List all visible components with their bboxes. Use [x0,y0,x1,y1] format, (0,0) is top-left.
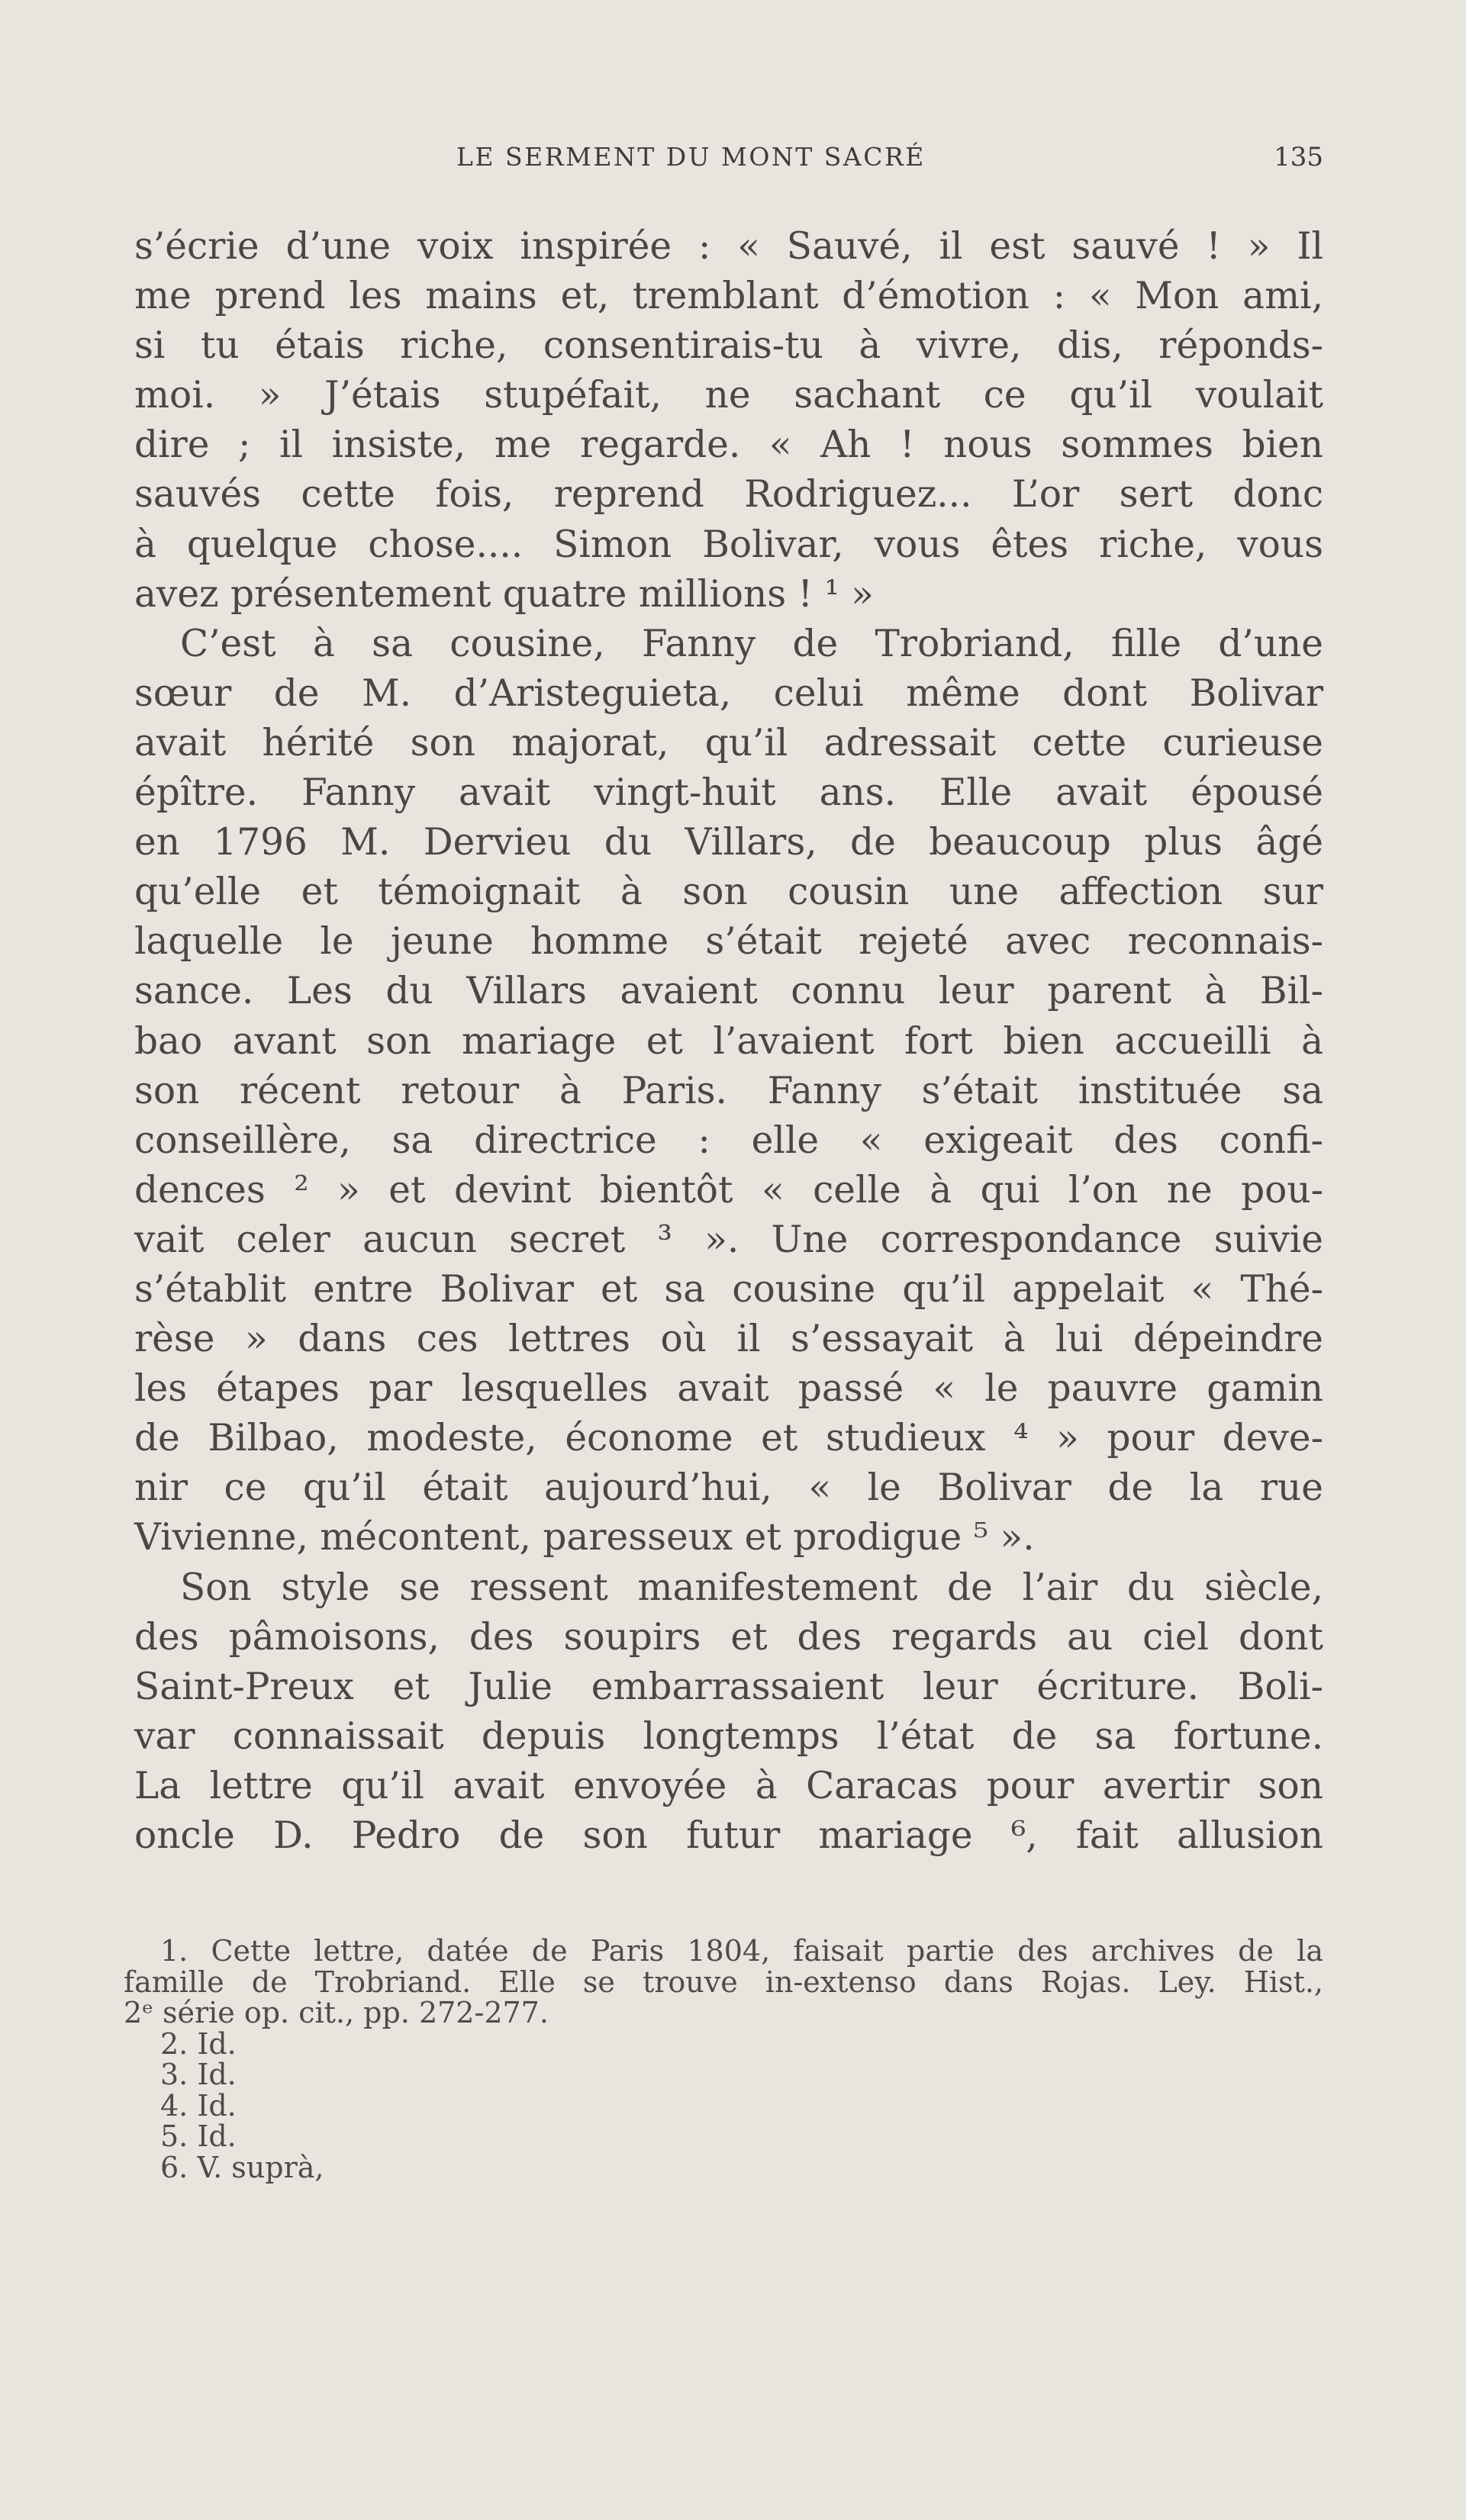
text-line: dences ² » et devint bientôt « celle à qui l’on ne pou- [134,1168,1323,1212]
page-number: 135 [1274,142,1323,172]
footnote-line: 2ᵉ série op. cit., pp. 272-277. [124,1996,549,2029]
text-line: si tu étais riche, consentirais-tu à vivre, dis, réponds- [134,324,1323,368]
text-line: s’établit entre Bolivar et sa cousine qu’il appelait « Thé- [134,1267,1323,1311]
page-header [456,142,1323,182]
text-line: me prend les mains et, tremblant d’émotion : « Mon ami, [134,275,1323,318]
text-line: dire ; il insiste, me regarde. « Ah ! nous sommes bien [134,423,1323,467]
text-line: Saint-Preux et Julie embarrassaient leur écriture. Boli- [134,1665,1323,1708]
text-line: avez présentement quatre millions ! ¹ » [134,572,874,616]
text-line: laquelle le jeune homme s’était rejeté avec reconnais- [134,920,1323,964]
text-line: sauvés cette fois, reprend Rodriguez... L’or sert donc [134,473,1323,517]
text-line: C’est à sa cousine, Fanny de Trobriand, fille d’une [180,622,1323,665]
main-text [134,222,1323,1861]
text-line: rèse » dans ces lettres où il s’essayait à lui dépeindre [134,1318,1323,1361]
footnote-line: 3. Id. [160,2058,237,2091]
text-line: son récent retour à Paris. Fanny s’était instituée sa [134,1069,1323,1112]
footnote-line: 4. Id. [160,2088,237,2123]
text-line: La lettre qu’il avait envoyée à Caracas pour avertir son [134,1764,1323,1807]
text-line: sance. Les du Villars avaient connu leur parent à Bil- [134,970,1323,1013]
text-line: Son style se ressent manifestement de l’air du siècle, [180,1566,1323,1609]
footnote-line: 5. Id. [160,2119,237,2153]
text-line: s’écrie d’une voix inspirée : « Sauvé, il est sauvé ! » Il [134,225,1323,268]
text-line: de Bilbao, modeste, économe et studieux ⁴ » pour deve- [134,1417,1323,1460]
text-line: oncle D. Pedro de son futur mariage ⁶, fait allusion [134,1814,1323,1857]
footnote-line: famille de Trobriand. Elle se trouve in-extenso dans Rojas. Ley. Hist., [124,1965,1323,1999]
footnote-line: 2. Id. [160,2026,237,2061]
text-line: vait celer aucun secret ³ ». Une correspondance suivie [134,1218,1323,1261]
text-line: épître. Fanny avait vingt-huit ans. Elle avait épousé [134,771,1323,815]
text-line: à quelque chose.... Simon Bolivar, vous êtes riche, vous [134,523,1323,566]
text-line: Vivienne, mécontent, paresseux et prodigue ⁵ ». [134,1516,1035,1559]
text-line: sœur de M. d’Aristeguieta, celui même dont Bolivar [134,671,1323,715]
text-line: les étapes par lesquelles avait passé « le pauvre gamin [134,1367,1323,1411]
footnote-line: 6. V. suprà, [160,2150,324,2184]
footnotes [124,1936,1323,2183]
text-line: nir ce qu’il était aujourd’hui, « le Bolivar de la rue [134,1466,1323,1510]
text-line: en 1796 M. Dervieu du Villars, de beaucoup plus âgé [134,821,1323,864]
text-line: bao avant son mariage et l’avaient fort bien accueilli à [134,1019,1323,1063]
running-title: LE SERMENT DU MONT SACRÉ [456,142,926,172]
text-line: avait hérité son majorat, qu’il adressait cette curieuse [134,721,1323,764]
text-line: var connaissait depuis longtemps l’état de sa fortune. [134,1714,1323,1758]
footnote-line: 1. Cette lettre, datée de Paris 1804, faisait partie des archives de la [160,1934,1323,1968]
text-line: conseillère, sa directrice : elle « exigeait des confi- [134,1118,1323,1162]
text-line: qu’elle et témoignait à son cousin une affection sur [134,871,1323,914]
text-line: moi. » J’étais stupéfait, ne sachant ce qu’il voulait [134,374,1323,417]
text-line: des pâmoisons, des soupirs et des regards au ciel dont [134,1615,1323,1659]
